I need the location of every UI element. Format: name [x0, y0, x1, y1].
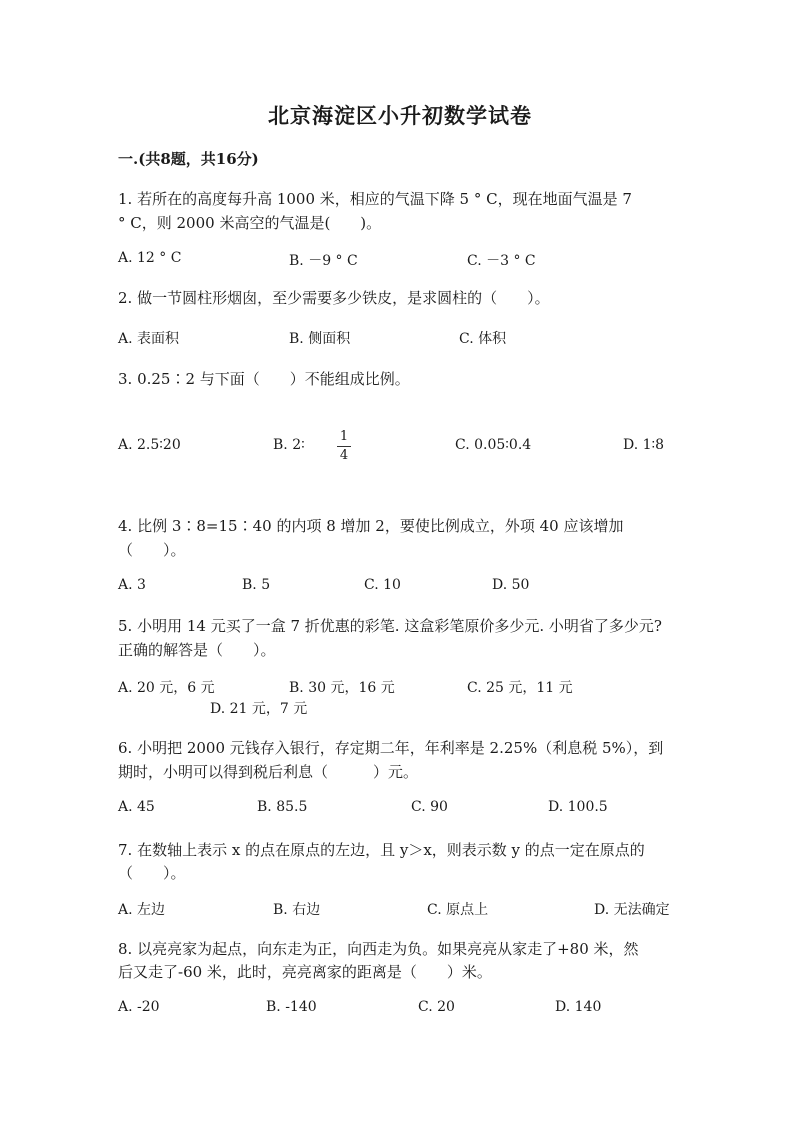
option-d[interactable]: D. 1∶8: [623, 437, 665, 453]
question-text: 5. 小明用 14 元买了一盒 7 折优惠的彩笔. 这盒彩笔原价多少元. 小明省了多少元?: [118, 617, 662, 635]
option-a[interactable]: A. 2.5∶20: [118, 437, 181, 453]
question-text: 后又走了-60 米，此时，亮亮离家的距离是（ ）米。: [118, 963, 492, 981]
option-b[interactable]: B. 5: [242, 577, 271, 593]
fraction-denominator: 4: [339, 448, 349, 463]
question-text: 3. 0.25∶2 与下面（ ）不能组成比例。: [118, 370, 410, 388]
option-b[interactable]: B. 右边: [273, 902, 321, 918]
question-text: 6. 小明把 2000 元钱存入银行，存定期二年，年利率是 2.25%（利息税 5%），到: [118, 739, 664, 757]
option-a[interactable]: A. 表面积: [118, 331, 180, 347]
option-d[interactable]: D. 21 元，7 元: [210, 701, 308, 717]
option-d[interactable]: D. 100.5: [548, 799, 608, 815]
question-text: 7. 在数轴上表示 x 的点在原点的左边，且 y＞x，则表示数 y 的点一定在原点的: [118, 841, 645, 859]
option-a[interactable]: A. -20: [118, 999, 160, 1015]
option-c[interactable]: C. －3 ° C: [467, 253, 536, 269]
option-b[interactable]: B. －9 ° C: [289, 253, 358, 269]
option-b[interactable]: B. -140: [266, 999, 317, 1015]
option-c[interactable]: C. 20: [418, 999, 455, 1015]
option-d[interactable]: D. 140: [555, 999, 602, 1015]
fraction-numerator: 1: [339, 429, 349, 444]
question-text: 8. 以亮亮家为起点，向东走为正，向西走为负。如果亮亮从家走了+80 米，然: [118, 940, 639, 958]
option-b-fraction: [337, 429, 351, 463]
question-text: 正确的解答是（ ）。: [118, 641, 276, 659]
option-d[interactable]: D. 50: [492, 577, 530, 593]
exam-title: 北京海淀区小升初数学试卷: [268, 103, 532, 128]
fraction-bar: [337, 446, 351, 447]
option-c[interactable]: C. 原点上: [427, 902, 489, 918]
question-text: 2. 做一节圆柱形烟囱，至少需要多少铁皮，是求圆柱的（ ）。: [118, 289, 550, 307]
option-b[interactable]: B. 侧面积: [289, 331, 351, 347]
option-d[interactable]: D. 无法确定: [594, 902, 670, 918]
question-text: 4. 比例 3∶8=15∶40 的内项 8 增加 2，要使比例成立，外项 40 应该增加: [118, 517, 624, 535]
option-c[interactable]: C. 25 元，11 元: [467, 680, 573, 696]
option-a[interactable]: A. 45: [118, 799, 155, 815]
option-a[interactable]: A. 3: [118, 577, 146, 593]
question-text: （ ）。: [118, 864, 186, 882]
option-b[interactable]: B. 30 元，16 元: [289, 680, 395, 696]
question-text: 1. 若所在的高度每升高 1000 米，相应的气温下降 5 ° C，现在地面气温是 7: [118, 190, 632, 208]
option-b[interactable]: B. 85.5: [257, 799, 308, 815]
option-c[interactable]: C. 10: [364, 577, 401, 593]
section-heading: 一.(共8题，共16分): [118, 150, 259, 168]
option-c[interactable]: C. 体积: [459, 331, 507, 347]
option-a[interactable]: A. 12 ° C: [118, 250, 182, 266]
option-b[interactable]: B. 2∶: [273, 437, 305, 453]
option-a[interactable]: A. 左边: [118, 902, 166, 918]
option-a[interactable]: A. 20 元，6 元: [118, 680, 215, 696]
option-c[interactable]: C. 90: [411, 799, 448, 815]
question-text: ° C，则 2000 米高空的气温是( )。: [118, 214, 382, 232]
option-c[interactable]: C. 0.05∶0.4: [455, 437, 532, 453]
question-text: 期时，小明可以得到税后利息（ ）元。: [118, 763, 419, 781]
question-text: （ ）。: [118, 541, 186, 559]
